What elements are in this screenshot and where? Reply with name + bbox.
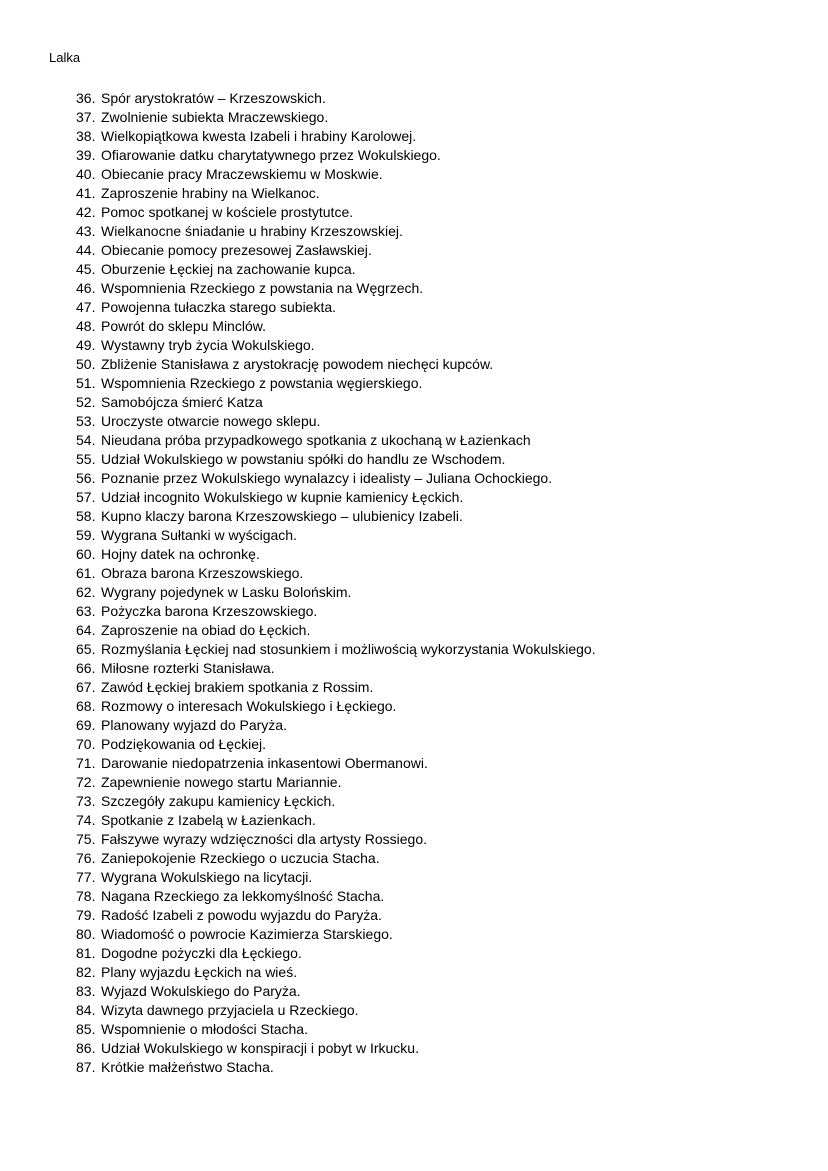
list-item-text: Miłosne rozterki Stanisława. (101, 660, 275, 676)
list-item-text: Spotkanie z Izabelą w Łazienkach. (101, 812, 316, 828)
list-item (76, 184, 806, 203)
list-item (76, 1058, 806, 1077)
list-item-number: 79. (76, 907, 96, 923)
list-item (76, 583, 806, 602)
list-item-text: Wspomnienie o młodości Stacha. (101, 1021, 308, 1037)
list-item (76, 298, 806, 317)
event-list (76, 89, 806, 1077)
list-item (76, 849, 806, 868)
list-item-number: 45. (76, 261, 96, 277)
list-item-text: Zbliżenie Stanisława z arystokrację powodem niechęci kupców. (101, 356, 494, 372)
list-item-text: Wspomnienia Rzeckiego z powstania węgierskiego. (101, 375, 423, 391)
list-item (76, 89, 806, 108)
list-item-number: 63. (76, 603, 96, 619)
list-item-number: 67. (76, 679, 96, 695)
list-item-text: Spór arystokratów – Krzeszowskich. (101, 90, 326, 106)
list-item-number: 54. (76, 432, 96, 448)
list-item (76, 735, 806, 754)
list-item-text: Samobójcza śmierć Katza (101, 394, 263, 410)
list-item-text: Wspomnienia Rzeckiego z powstania na Węgrzech. (101, 280, 424, 296)
list-item (76, 488, 806, 507)
list-item-text: Oburzenie Łęckiej na zachowanie kupca. (101, 261, 356, 277)
list-item-text: Zawód Łęckiej brakiem spotkania z Rossim. (101, 679, 374, 695)
list-item (76, 374, 806, 393)
list-item-number: 86. (76, 1040, 96, 1056)
list-item (76, 678, 806, 697)
list-item (76, 811, 806, 830)
list-item-text: Udział Wokulskiego w konspiracji i pobyt w Irkucku. (101, 1040, 419, 1056)
list-item-number: 59. (76, 527, 96, 543)
list-item (76, 982, 806, 1001)
list-item-text: Wygrana Sułtanki w wyścigach. (101, 527, 297, 543)
list-item-text: Zaproszenie na obiad do Łęckich. (101, 622, 311, 638)
list-item (76, 526, 806, 545)
list-item-number: 36. (76, 90, 96, 106)
list-item (76, 716, 806, 735)
list-item (76, 1001, 806, 1020)
list-item-number: 77. (76, 869, 96, 885)
page-header-title: Lalka (49, 50, 81, 65)
list-item-text: Wiadomość o powrocie Kazimierza Starskiego. (101, 926, 393, 942)
list-item-number: 62. (76, 584, 96, 600)
list-item (76, 203, 806, 222)
list-item-number: 70. (76, 736, 96, 752)
list-item-text: Udział Wokulskiego w powstaniu spółki do handlu ze Wschodem. (101, 451, 506, 467)
list-item-text: Udział incognito Wokulskiego w kupnie kamienicy Łęckich. (101, 489, 464, 505)
list-item-text: Wizyta dawnego przyjaciela u Rzeckiego. (101, 1002, 359, 1018)
list-item-number: 61. (76, 565, 96, 581)
list-item (76, 640, 806, 659)
list-item-text: Szczegóły zakupu kamienicy Łęckich. (101, 793, 336, 809)
list-item-number: 65. (76, 641, 96, 657)
list-item (76, 754, 806, 773)
list-item (76, 773, 806, 792)
list-item-number: 72. (76, 774, 96, 790)
list-item-number: 41. (76, 185, 96, 201)
list-item-text: Pożyczka barona Krzeszowskiego. (101, 603, 318, 619)
list-item-text: Krótkie małżeństwo Stacha. (101, 1059, 274, 1075)
list-item (76, 165, 806, 184)
list-item (76, 697, 806, 716)
list-item-number: 76. (76, 850, 96, 866)
list-item (76, 279, 806, 298)
list-item-number: 80. (76, 926, 96, 942)
list-item (76, 1039, 806, 1058)
list-item-text: Obraza barona Krzeszowskiego. (101, 565, 304, 581)
list-item (76, 146, 806, 165)
list-item-number: 46. (76, 280, 96, 296)
list-item (76, 906, 806, 925)
list-item (76, 792, 806, 811)
list-item-number: 66. (76, 660, 96, 676)
list-item-number: 51. (76, 375, 96, 391)
list-item-text: Darowanie niedopatrzenia inkasentowi Obermanowi. (101, 755, 428, 771)
list-item-number: 55. (76, 451, 96, 467)
list-item-text: Ofiarowanie datku charytatywnego przez Wokulskiego. (101, 147, 441, 163)
list-item-number: 69. (76, 717, 96, 733)
list-item-number: 83. (76, 983, 96, 999)
list-item-number: 52. (76, 394, 96, 410)
list-item-text: Wielkanocne śniadanie u hrabiny Krzeszowskiej. (101, 223, 403, 239)
list-item (76, 925, 806, 944)
list-item-text: Dogodne pożyczki dla Łęckiego. (101, 945, 302, 961)
list-item-number: 44. (76, 242, 96, 258)
list-item-text: Wystawny tryb życia Wokulskiego. (101, 337, 315, 353)
list-item-number: 43. (76, 223, 96, 239)
list-item (76, 602, 806, 621)
list-item-number: 75. (76, 831, 96, 847)
list-item-number: 73. (76, 793, 96, 809)
list-item-number: 53. (76, 413, 96, 429)
list-item-number: 38. (76, 128, 96, 144)
list-item-number: 40. (76, 166, 96, 182)
list-item (76, 469, 806, 488)
list-item-text: Nagana Rzeckiego za lekkomyślność Stacha. (101, 888, 385, 904)
list-item-number: 47. (76, 299, 96, 315)
list-item-text: Uroczyste otwarcie nowego sklepu. (101, 413, 321, 429)
list-item-text: Nieudana próba przypadkowego spotkania z ukochaną w Łazienkach (101, 432, 531, 448)
list-item-number: 49. (76, 337, 96, 353)
list-item-number: 60. (76, 546, 96, 562)
list-item (76, 260, 806, 279)
list-item-number: 42. (76, 204, 96, 220)
list-item (76, 944, 806, 963)
list-item (76, 564, 806, 583)
list-item (76, 412, 806, 431)
list-item (76, 108, 806, 127)
list-item-number: 87. (76, 1059, 96, 1075)
list-item-text: Obiecanie pracy Mraczewskiemu w Moskwie. (101, 166, 383, 182)
list-item (76, 830, 806, 849)
list-item-number: 48. (76, 318, 96, 334)
list-item (76, 355, 806, 374)
list-item-text: Zapewnienie nowego startu Mariannie. (101, 774, 342, 790)
list-item (76, 450, 806, 469)
list-item-text: Kupno klaczy barona Krzeszowskiego – ulubienicy Izabeli. (101, 508, 463, 524)
list-item-text: Powojenna tułaczka starego subiekta. (101, 299, 337, 315)
list-item-number: 74. (76, 812, 96, 828)
list-item-text: Podziękowania od Łęckiej. (101, 736, 266, 752)
list-item (76, 222, 806, 241)
list-item-number: 85. (76, 1021, 96, 1037)
list-item (76, 393, 806, 412)
list-item (76, 868, 806, 887)
list-item-text: Planowany wyjazd do Paryża. (101, 717, 287, 733)
list-item (76, 317, 806, 336)
list-item-number: 82. (76, 964, 96, 980)
list-item-text: Obiecanie pomocy prezesowej Zasławskiej. (101, 242, 372, 258)
list-item-number: 57. (76, 489, 96, 505)
list-item (76, 887, 806, 906)
list-item (76, 127, 806, 146)
list-item-text: Powrót do sklepu Minclów. (101, 318, 266, 334)
list-item-number: 39. (76, 147, 96, 163)
list-item-text: Rozmowy o interesach Wokulskiego i Łęckiego. (101, 698, 397, 714)
list-item-number: 64. (76, 622, 96, 638)
list-item-text: Plany wyjazdu Łęckich na wieś. (101, 964, 298, 980)
list-item-number: 58. (76, 508, 96, 524)
list-item-text: Zaniepokojenie Rzeckiego o uczucia Stacha. (101, 850, 380, 866)
list-item-text: Pomoc spotkanej w kościele prostytutce. (101, 204, 354, 220)
list-item-text: Wygrana Wokulskiego na licytacji. (101, 869, 313, 885)
list-item (76, 241, 806, 260)
list-item-number: 71. (76, 755, 96, 771)
list-item-number: 81. (76, 945, 96, 961)
list-item-number: 78. (76, 888, 96, 904)
list-item (76, 431, 806, 450)
list-item-text: Zaproszenie hrabiny na Wielkanoc. (101, 185, 320, 201)
list-item-number: 84. (76, 1002, 96, 1018)
list-item-text: Hojny datek na ochronkę. (101, 546, 260, 562)
list-item-text: Rozmyślania Łęckiej nad stosunkiem i możliwością wykorzystania Wokulskiego. (101, 641, 596, 657)
list-item-number: 56. (76, 470, 96, 486)
list-item-number: 68. (76, 698, 96, 714)
list-item-text: Radość Izabeli z powodu wyjazdu do Paryża. (101, 907, 382, 923)
list-item (76, 545, 806, 564)
list-item-text: Wyjazd Wokulskiego do Paryża. (101, 983, 301, 999)
list-item-text: Wygrany pojedynek w Lasku Bolońskim. (101, 584, 352, 600)
list-item (76, 507, 806, 526)
list-item (76, 1020, 806, 1039)
list-item (76, 963, 806, 982)
list-item-number: 50. (76, 356, 96, 372)
list-item-text: Wielkopiątkowa kwesta Izabeli i hrabiny Karolowej. (101, 128, 417, 144)
list-item-text: Zwolnienie subiekta Mraczewskiego. (101, 109, 329, 125)
list-item (76, 659, 806, 678)
list-item-number: 37. (76, 109, 96, 125)
list-item-text: Fałszywe wyrazy wdzięczności dla artysty Rossiego. (101, 831, 427, 847)
list-item (76, 621, 806, 640)
list-item (76, 336, 806, 355)
list-item-text: Poznanie przez Wokulskiego wynalazcy i idealisty – Juliana Ochockiego. (101, 470, 553, 486)
